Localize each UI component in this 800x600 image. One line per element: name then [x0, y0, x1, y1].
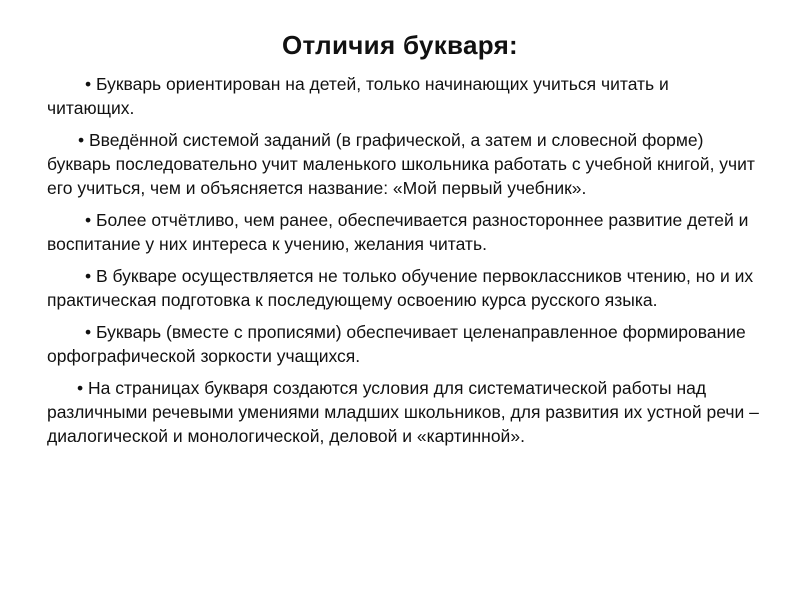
bullet-paragraph-1: • Букварь ориентирован на детей, только начинающих учиться читать и читающих. [47, 74, 669, 118]
bullet-paragraph-6: • На страницах букваря создаются условия для систематической работы над различными речевыми умениями младших школьников, для развития их устной речи – диалогической и монологической, деловой и «картинной». [47, 378, 759, 446]
bullet-paragraph-4: • В букваре осуществляется не только обучение первоклассников чтению, но и их практическая подготовка к последующему освоению курса русского языка. [47, 266, 754, 310]
bullet-paragraph-5: • Букварь (вместе с прописями) обеспечивает целенаправленное формирование орфографической зоркости учащихся. [47, 322, 746, 366]
slide-title: Отличия букваря: [281, 30, 519, 60]
bullet-paragraph-3: • Более отчётливо, чем ранее, обеспечивается разностороннее развитие детей и воспитание у них интереса к учению, желания читать. [47, 210, 749, 254]
slide-body [47, 72, 759, 456]
bullet-paragraph-2: • Введённой системой заданий (в графической, а затем и словесной форме) букварь последовательно учит маленького школьника работать с учебной книгой, учит его учиться, чем и объясняется название: «Мой первый учебник». [47, 130, 755, 198]
